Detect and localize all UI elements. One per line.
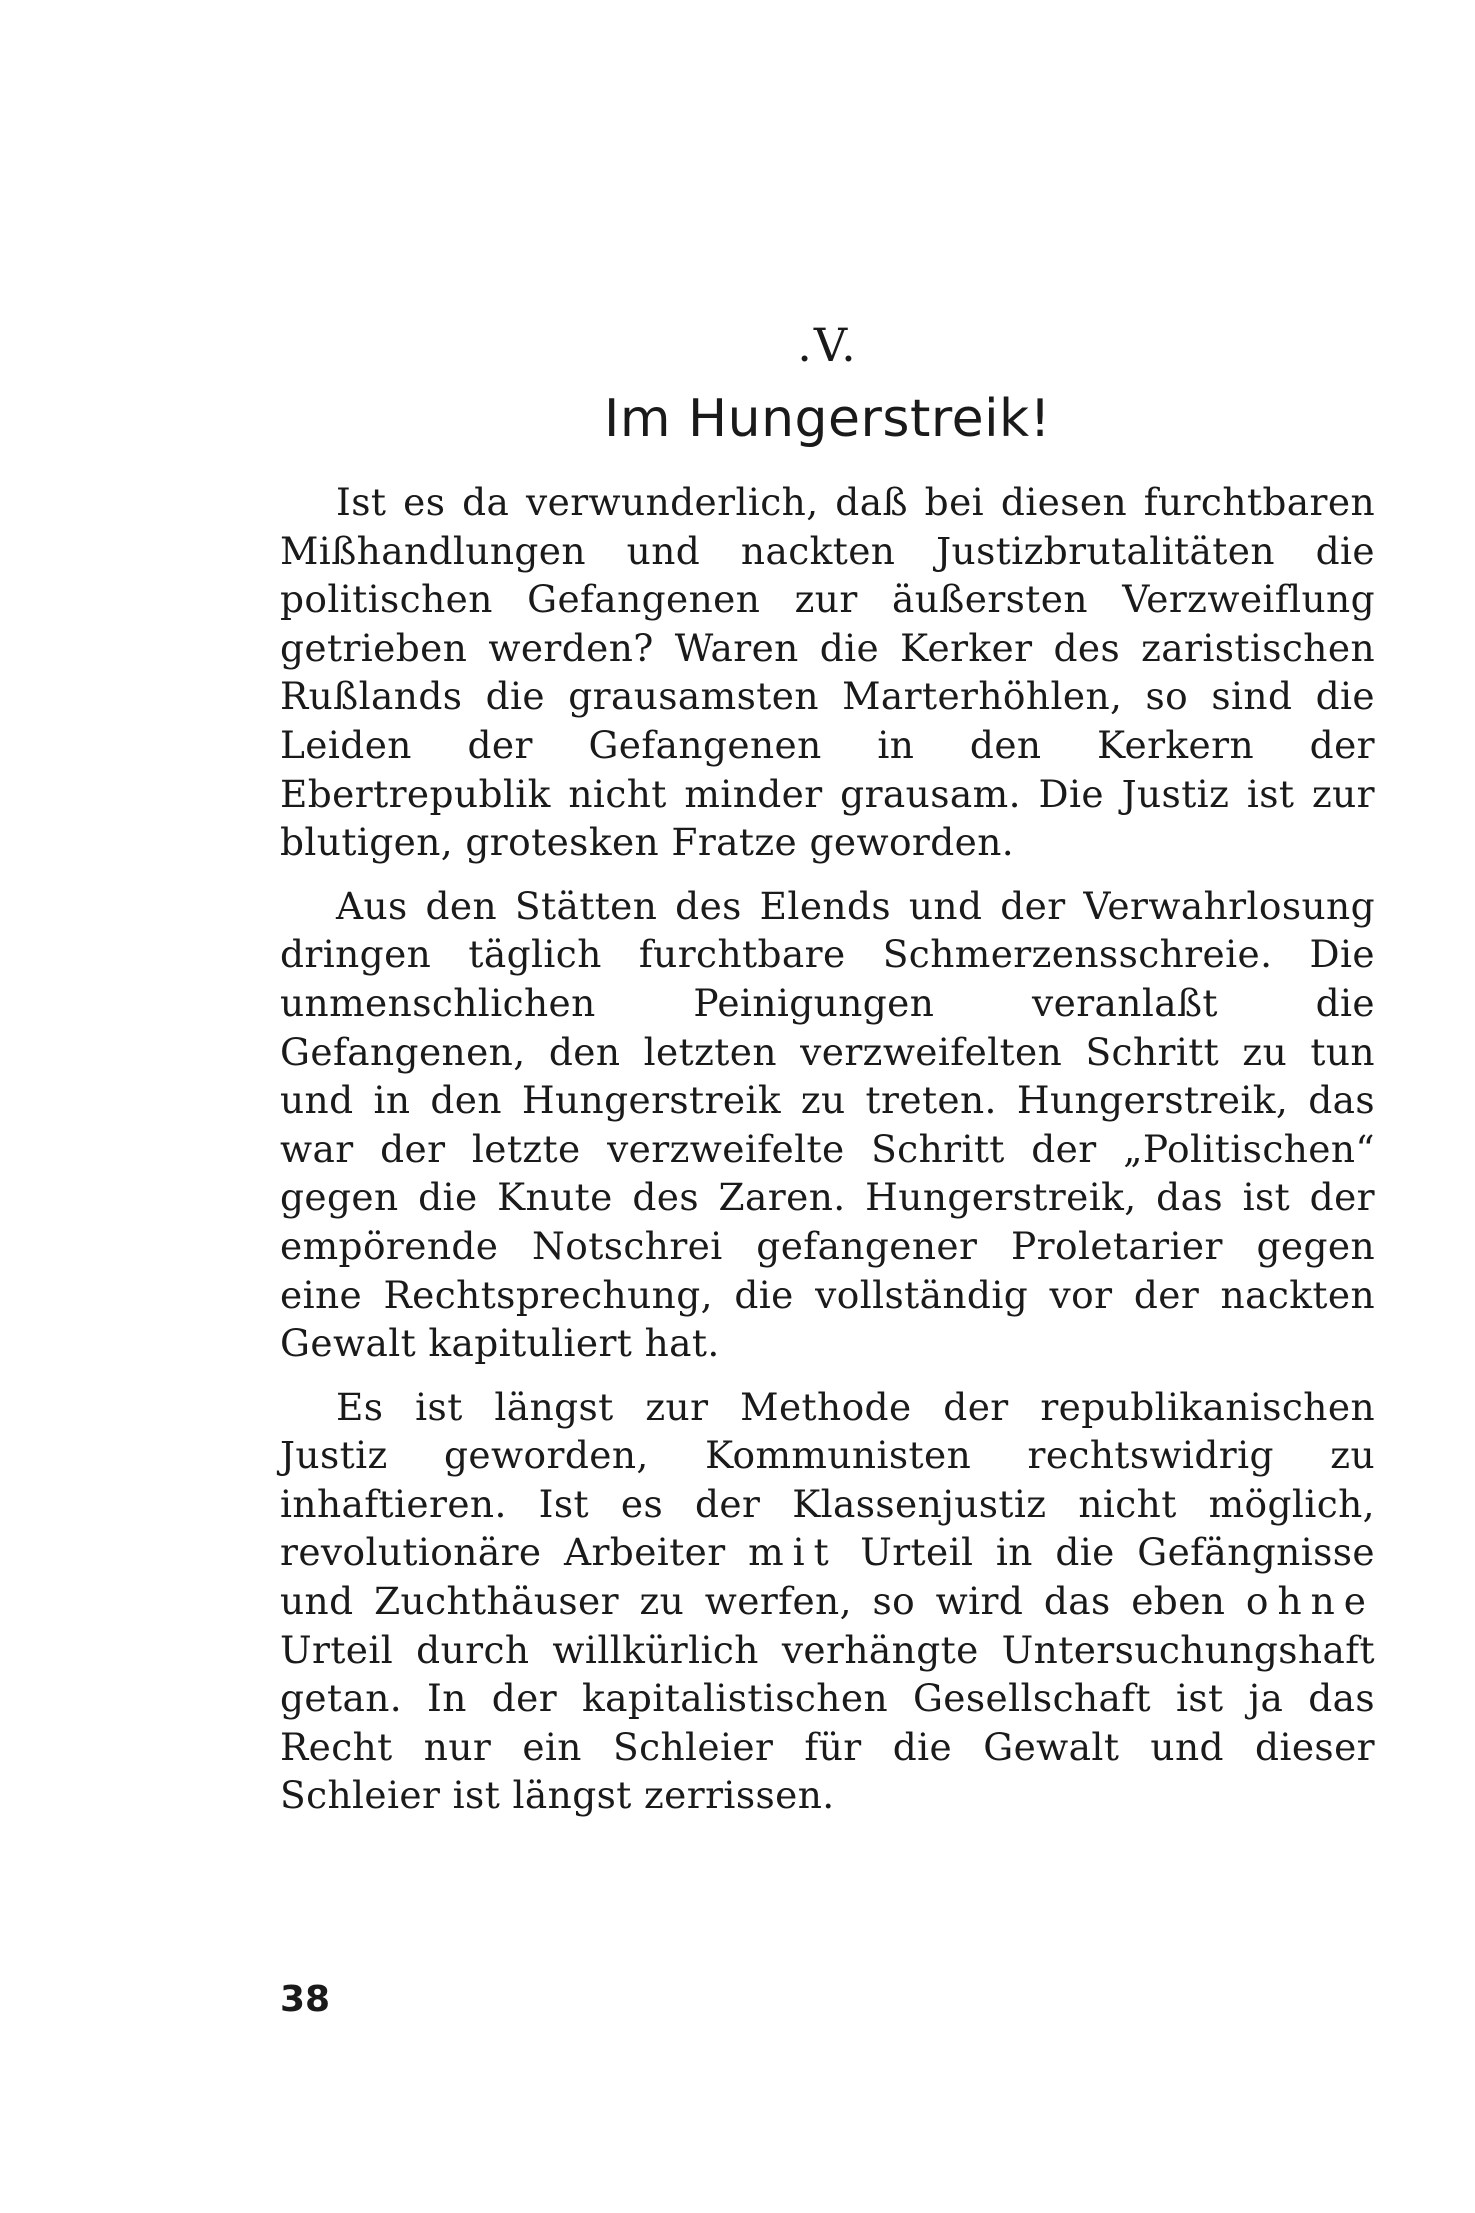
chapter-title: Im Hungerstreik!	[603, 389, 1052, 449]
paragraph-1: Ist es da verwunderlich, daß bei diesen furchtbaren Mißhandlungen und nackten Justizbrutalitäten die politischen Gefangenen zur äußersten Verzweiflung getrieben werden? Waren die Kerker des zaristischen Rußlands die grausamsten Marterhöhlen, so sind die Leiden der Gefangenen in den Kerkern der Ebertrepublik nicht minder grausam. Die Justiz ist zur blutigen, grotesken Fratze geworden.	[280, 480, 1375, 865]
body-text	[280, 478, 1375, 1835]
paragraph-3-part-2: Urteil in die Gefängnisse und Zuchthäuser zu werfen, so wird das eben	[280, 1530, 1375, 1624]
book-page	[280, 0, 1375, 2213]
page-number: 38	[280, 1979, 331, 2020]
emphasis-mit: mit	[748, 1530, 838, 1575]
paragraph-3	[280, 1383, 1375, 1820]
paragraph-2: Aus den Stätten des Elends und der Verwahrlosung dringen täglich furchtbare Schmerzensschreie. Die unmenschlichen Peinigungen veranlaßt die Gefangenen, den letzten verzweifelten Schritt zu tun und in den Hungerstreik zu treten. Hungerstreik, das war der letzte verzweifelte Schritt der „Politischen“ gegen die Knute des Zaren. Hungerstreik, das ist der empörende Notschrei gefangener Proletarier gegen eine Rechtsprechung, die vollständig vor der nackten Gewalt kapituliert hat.	[280, 883, 1375, 1366]
paragraph-3-part-1: Es ist längst zur Methode der republikanischen Justiz geworden, Kommunisten rechtswidrig zu inhaftieren. Ist es der Klassenjustiz nicht möglich, revolutionäre Arbeiter	[280, 1384, 1375, 1575]
paragraph-3-part-3: Urteil durch willkürlich verhängte Untersuchungshaft getan. In der kapitalistischen Gesellschaft ist ja das Recht nur ein Schleier für die Gewalt und dieser Schleier ist längst zerrissen.	[280, 1627, 1375, 1818]
chapter-number: .V.	[797, 318, 858, 372]
emphasis-ohne: ohne	[1245, 1579, 1375, 1624]
